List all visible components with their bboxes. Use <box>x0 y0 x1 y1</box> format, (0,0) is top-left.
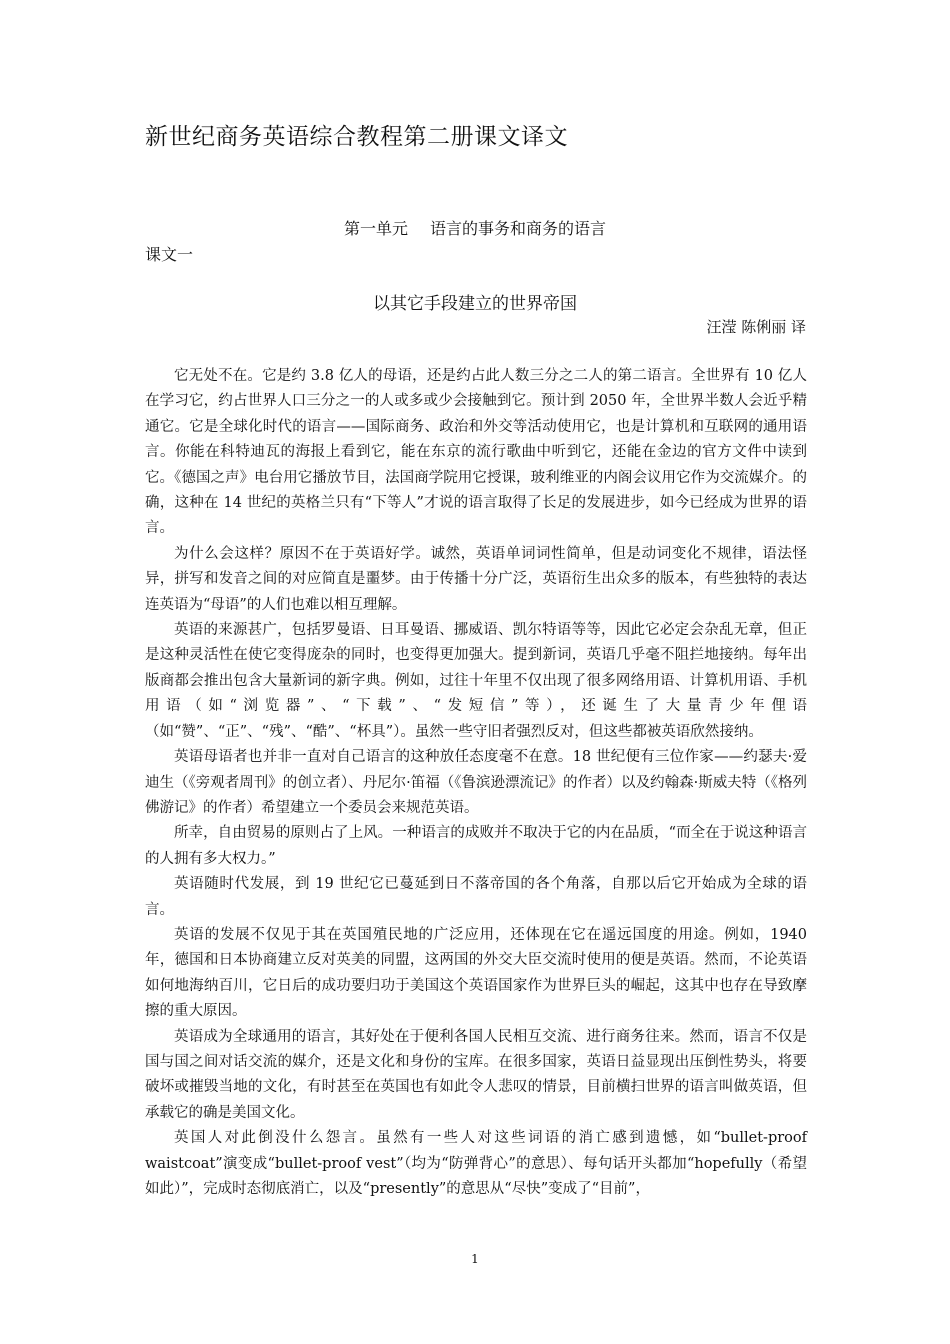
unit-number: 第一单元 <box>343 219 408 238</box>
article-body <box>145 364 807 1202</box>
paragraph: 英语母语者也并非一直对自己语言的这种放任态度毫不在意。18 世纪便有三位作家——约瑟夫·爱迪生（《旁观者周刊》的创立者）、丹尼尔·笛福（《鲁滨逊漂流记》的作者）以及约翰森·斯威夫特（《格列佛游记》的作者）希望建立一个委员会来规范英语。 <box>145 749 807 816</box>
paragraph: 英国人对此倒没什么怨言。虽然有一些人对这些词语的消亡感到遗憾，如“bullet-proof waistcoat”演变成“bullet-proof vest”（均为“防弹背心”的意思）、每句话开头都加“hopefully（希望如此）”，完成时态彻底消亡，以及“presently”的意思从“尽快”变成了“目前”， <box>145 1130 807 1197</box>
paragraph: 英语的发展不仅见于其在英国殖民地的广泛应用，还体现在它在遥远国度的用途。例如，1940 年，德国和日本协商建立反对英美的同盟，这两国的外交大臣交流时使用的便是英语。然而，不论英语如何地海纳百川，它日后的成功要归功于美国这个英语国家作为世界巨头的崛起，这其中也存在导致摩擦的重大原因。 <box>145 926 807 1020</box>
paragraph: 它无处不在。它是约 3.8 亿人的母语，还是约占此人数三分之二人的第二语言。全世界有 10 亿人在学习它，约占世界人口三分之一的人或多或少会接触到它。预计到 2050 年，全世界半数人会近乎精通它。它是全球化时代的语言——国际商务、政治和外交等活动使用它，也是计算机和互联网的通用语言。你能在科特迪瓦的海报上看到它，能在东京的流行歌曲中听到它，还能在金边的官方文件中读到它。《德国之声》电台用它播放节目，法国商学院用它授课，玻利维亚的内阁会议用它作为交流媒介。的确，这种在 14 世纪的英格兰只有“下等人”才说的语言取得了长足的发展进步，如今已经成为世界的语言。 <box>145 368 807 537</box>
paragraph: 所幸，自由贸易的原则占了上风。一种语言的成败并不取决于它的内在品质，“而全在于说这种语言的人拥有多大权力。” <box>145 825 807 867</box>
unit-title: 语言的事务和商务的语言 <box>430 219 607 238</box>
page-number: 1 <box>471 1252 479 1266</box>
paragraph: 英语的来源甚广，包括罗曼语、日耳曼语、挪威语、凯尔特语等等，因此它必定会杂乱无章，但正是这种灵活性在使它变得庞杂的同时，也变得更加强大。提到新词，英语几乎毫不阻拦地接纳。每年出版商都会推出包含大量新词的新字典。例如，过往十年里不仅出现了很多网络用语、计算机用语、手机用语（如“浏览器”、“下载”、“发短信”等），还诞生了大量青少年俚语（如“赞”、“正”、“残”、“酷”、“杯具”）。虽然一些守旧者强烈反对，但这些都被英语欣然接纳。 <box>145 622 807 740</box>
paragraph: 英语成为全球通用的语言，其好处在于便利各国人民相互交流、进行商务往来。然而，语言不仅是国与国之间对话交流的媒介，还是文化和身份的宝库。在很多国家，英语日益显现出压倒性势头，将要破坏或摧毁当地的文化，有时甚至在英国也有如此令人悲叹的情景，目前横扫世界的语言叫做英语，但承载它的确是美国文化。 <box>145 1028 807 1121</box>
lesson-label: 课文一 <box>145 245 194 264</box>
document-title: 新世纪商务英语综合教程第二册课文译文 <box>145 124 568 150</box>
unit-heading <box>0 216 950 239</box>
article-title: 以其它手段建立的世界帝国 <box>373 294 577 314</box>
translator-credit: 汪滢 陈俐丽 译 <box>706 318 806 336</box>
paragraph: 为什么会这样？原因不在于英语好学。诚然，英语单词词性简单，但是动词变化不规律，语法怪异，拼写和发音之间的对应简直是噩梦。由于传播十分广泛，英语衍生出众多的版本，有些独特的表达连英语为“母语”的人们也难以相互理解。 <box>145 545 807 613</box>
paragraph: 英语随时代发展，到 19 世纪它已蔓延到日不落帝国的各个角落，自那以后它开始成为全球的语言。 <box>145 876 807 918</box>
